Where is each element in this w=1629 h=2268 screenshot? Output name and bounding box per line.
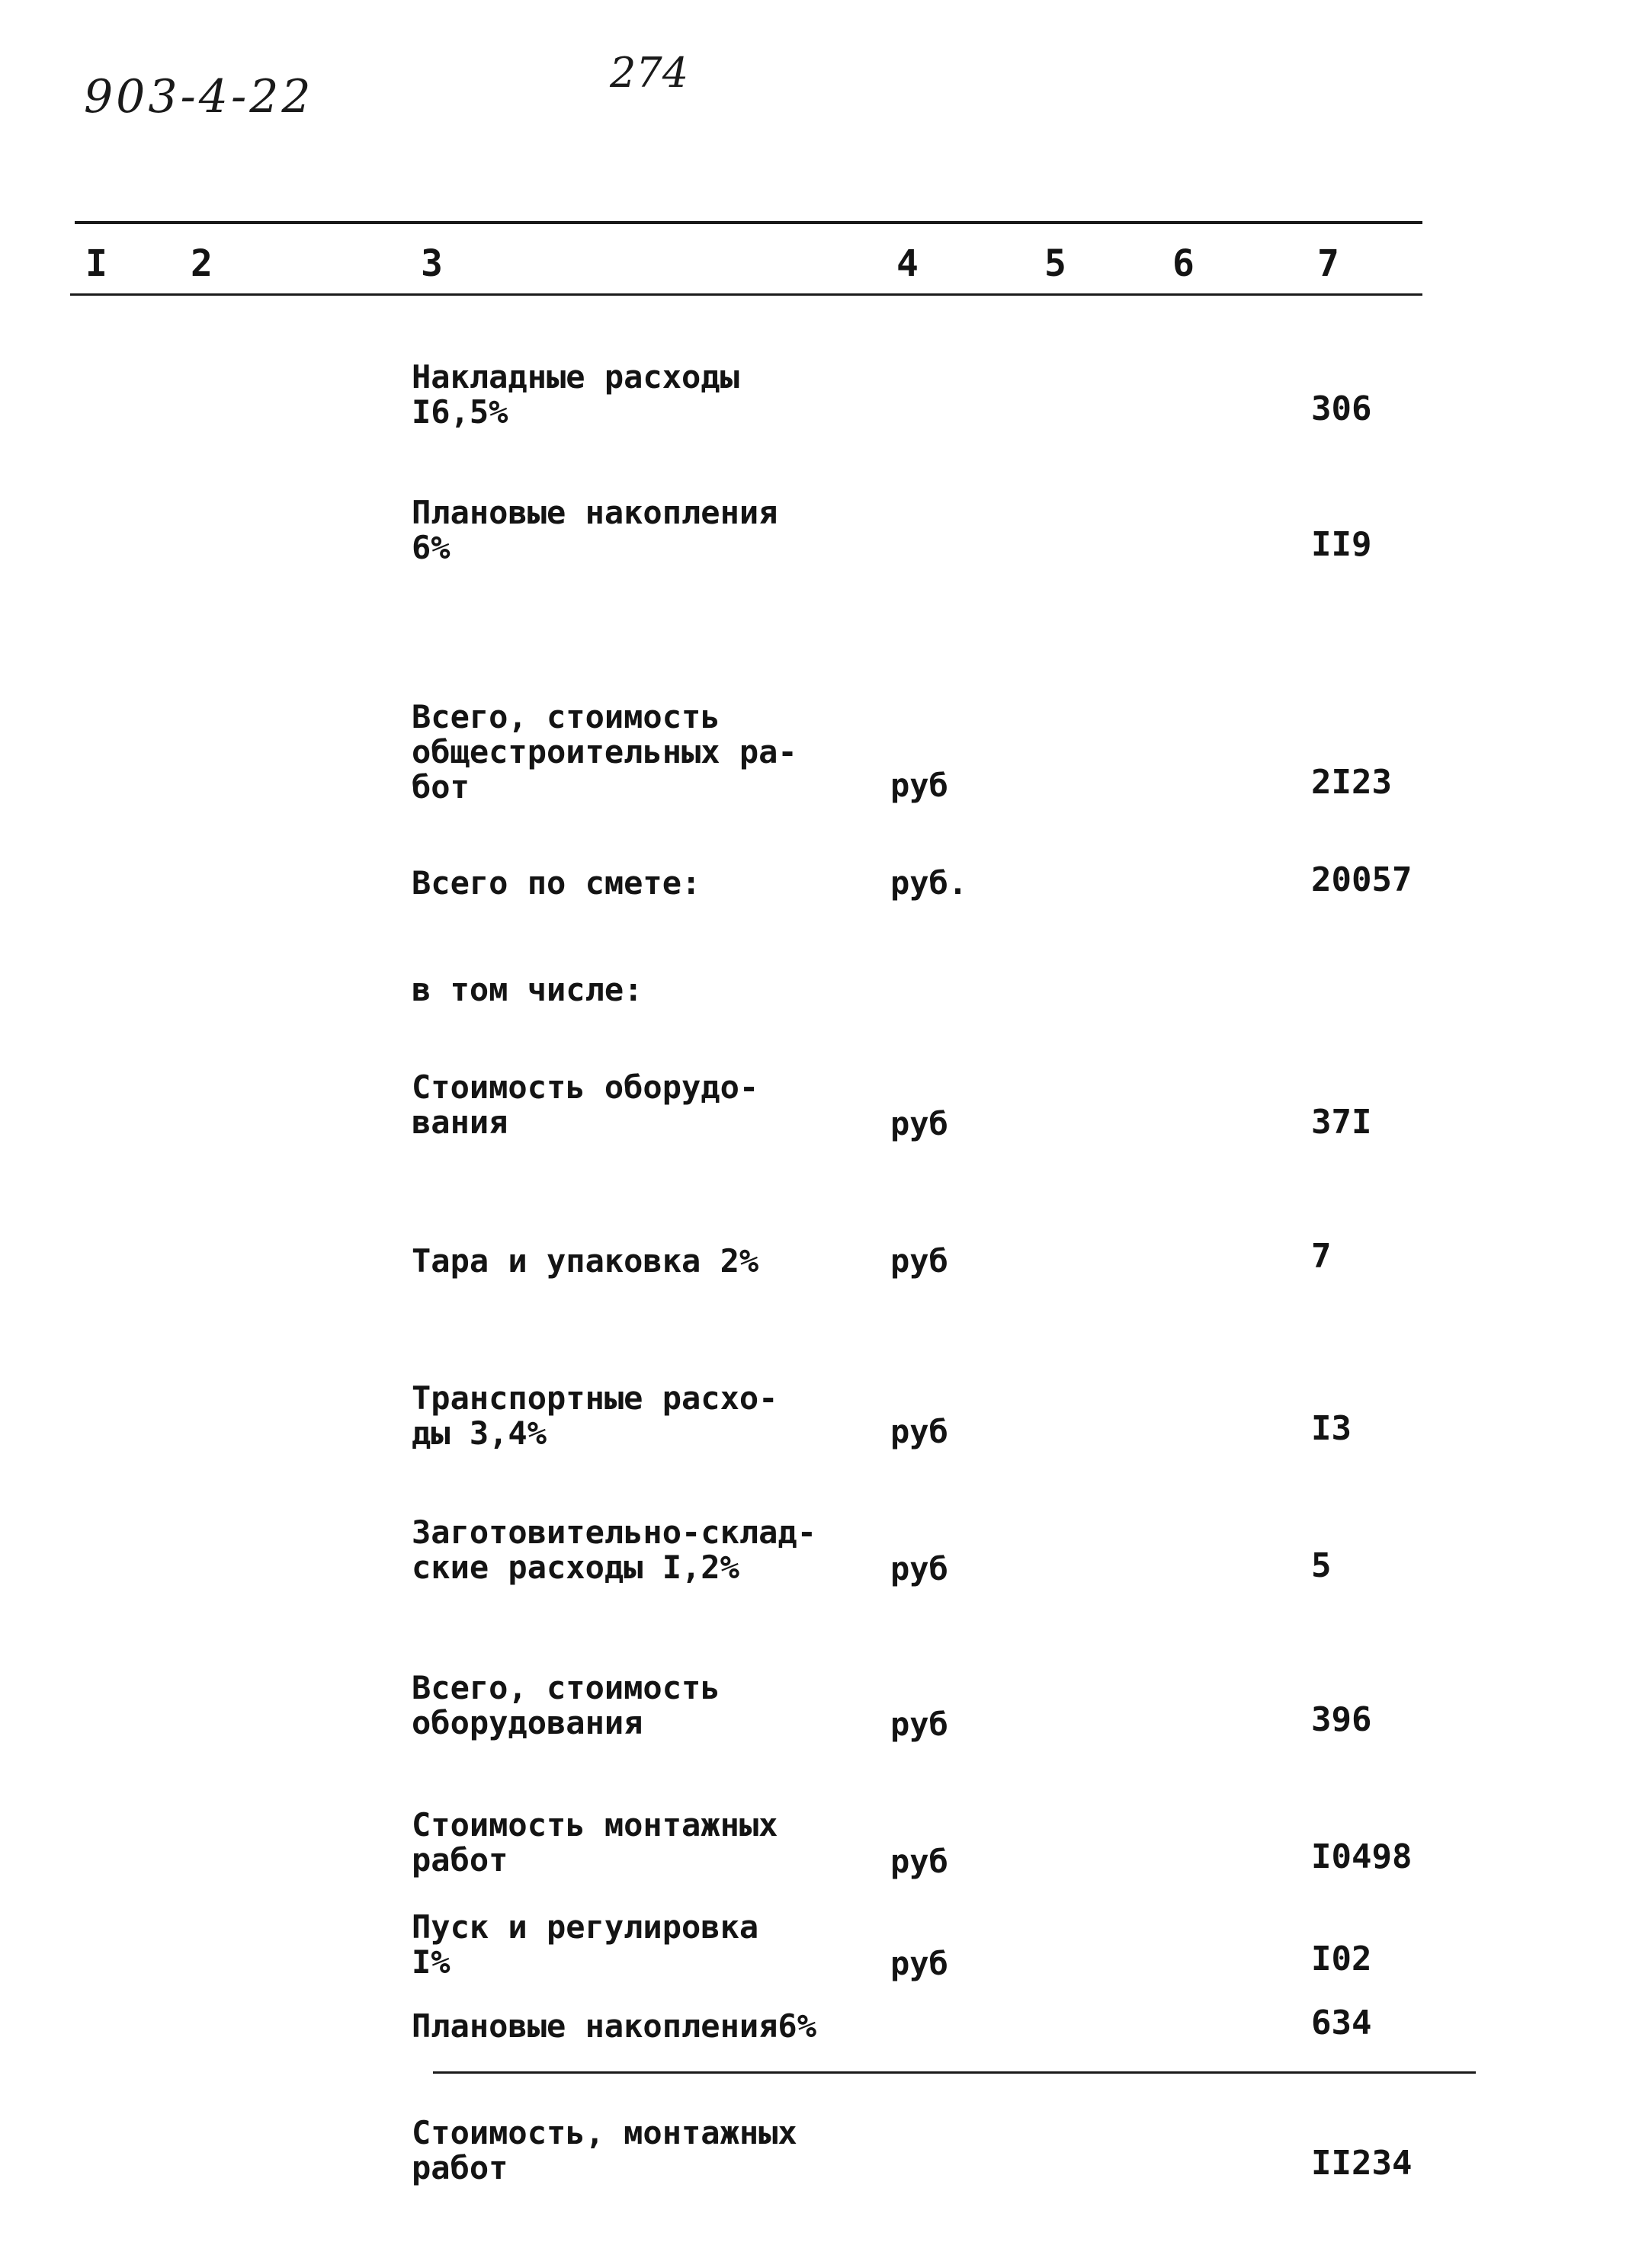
row-value-overhead: 306 [1311,389,1372,428]
table-top-rule [75,221,1422,224]
row-label-planned-savings-6: Плановые накопления6% [412,2007,817,2045]
row-label-packaging: Тара и упаковка 2% [412,1242,759,1280]
row-unit-commissioning: руб [890,1945,948,1982]
row-unit-installation-cost: руб [890,1843,948,1880]
row-label-installation-cost: Стоимость монтажных работ [412,1806,778,1879]
row-value-planned-savings: II9 [1311,525,1372,564]
row-unit-transport: руб [890,1413,948,1450]
row-label-commissioning: Пуск и регулировка I% [412,1908,759,1981]
row-value-installation-cost: I0498 [1311,1837,1413,1876]
row-label-transport: Транспортные расхо- ды 3,4% [412,1379,778,1452]
row-value-installation-total: II234 [1311,2144,1413,2183]
column-header-4: 4 [896,242,919,285]
row-label-procurement: Заготовительно-склад- ские расходы I,2% [412,1514,817,1586]
row-label-installation-total: Стоимость, монтажных работ [412,2114,797,2186]
row-value-total-construction: 2I23 [1311,763,1392,802]
row-value-equipment-cost: 37I [1311,1103,1372,1142]
row-value-packaging: 7 [1311,1237,1332,1276]
row-unit-total-estimate: руб. [890,864,968,902]
total-separator-rule [433,2071,1476,2074]
table-header-rule [70,293,1422,296]
row-value-total-equipment: 396 [1311,1700,1372,1739]
column-header-2: 2 [191,242,213,285]
column-header-7: 7 [1317,242,1339,285]
row-value-commissioning: I02 [1311,1940,1372,1978]
document-code: 903-4-22 [84,70,314,123]
row-unit-packaging: руб [890,1242,948,1280]
row-label-including: в том числе: [412,971,643,1008]
row-value-planned-savings-6: 634 [1311,2004,1372,2042]
page-number: 274 [610,49,689,97]
column-header-3: 3 [421,242,443,285]
column-header-5: 5 [1044,242,1066,285]
row-value-transport: I3 [1311,1409,1352,1448]
row-unit-total-construction: руб [890,767,948,804]
row-value-procurement: 5 [1311,1546,1332,1585]
column-header-6: 6 [1172,242,1194,285]
row-unit-equipment-cost: руб [890,1105,948,1142]
row-label-total-estimate: Всего по смете: [412,864,701,902]
row-unit-total-equipment: руб [890,1706,948,1743]
row-value-total-estimate: 20057 [1311,860,1413,899]
column-header-1: I [85,242,107,285]
row-label-equipment-cost: Стоимость оборудо- вания [412,1068,759,1141]
row-label-total-equipment: Всего, стоимость оборудования [412,1669,720,1741]
row-unit-procurement: руб [890,1550,948,1587]
row-label-total-construction: Всего, стоимость общестроительных ра- бот [412,698,797,806]
row-label-planned-savings: Плановые накопления 6% [412,494,778,566]
row-label-overhead: Накладные расходы I6,5% [412,358,739,431]
